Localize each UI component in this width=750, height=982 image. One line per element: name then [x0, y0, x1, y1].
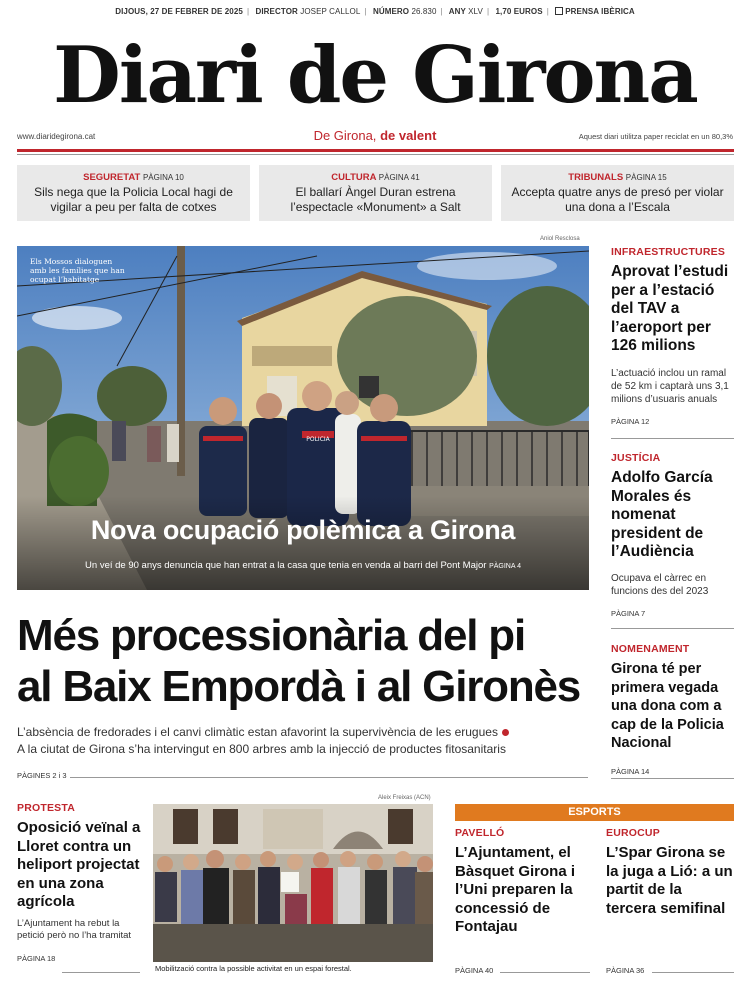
lead-photo-page: PÀGINA 4 [489, 563, 521, 570]
masthead-logo[interactable]: Diari de Girona [53, 30, 697, 121]
recycle-note: Aquest diari utilitza paper reciclat en un 80,3% [578, 132, 733, 141]
story-headline: L’Spar Girona se la juga a Lió: a un partit de la tercera semifinal [606, 844, 733, 917]
teaser-page: PÀGINA 10 [142, 173, 184, 182]
price: 1,70 EUROS [495, 7, 543, 16]
divider [611, 438, 734, 439]
crowd-photo [153, 804, 433, 962]
teaser-box[interactable] [17, 165, 250, 221]
main-headline[interactable] [17, 610, 597, 712]
main-subtitle [17, 724, 592, 758]
teaser-text: Accepta quatre anys de presó per violar una dona a l’Escala [511, 185, 724, 214]
year-label: ANY [448, 7, 466, 16]
lead-photo-title[interactable]: Nova ocupació polèmica a Girona [90, 515, 516, 545]
website-url[interactable]: www.diaridegirona.cat [17, 132, 96, 141]
story-page: PÀGINA 7 [611, 608, 646, 618]
photo-overlay-caption: Els Mossos dialoguen amb les famílies que han ocupat l’habitatge [30, 257, 125, 284]
teaser-box[interactable] [501, 165, 734, 221]
story-page: PÀGINA 18 [17, 953, 56, 963]
police-vest-text: POLICIA [306, 436, 330, 443]
issue-year: XLV [468, 7, 483, 16]
story-headline: L’Ajuntament, el Bàsquet Girona i l’Uni preparen la concessió de Fontajau [455, 844, 576, 935]
bottom-photo-credit: Aleix Freixas (ACN) [378, 795, 431, 801]
teaser-page: PÀGINA 15 [625, 173, 667, 182]
esports-story-pavello[interactable] [455, 827, 590, 937]
story-headline: Aprovat l’estudi per a l’estació del TAV a l’aeroport per 126 milions [611, 263, 729, 354]
right-story-nomenament[interactable] [611, 643, 736, 776]
lead-photo-credit: Aniol Resclosa [540, 236, 580, 242]
teaser-text: El ballarí Àngel Duran estrena l’espectacle «Monument» a Salt [290, 185, 461, 214]
right-story-justicia[interactable] [611, 452, 736, 618]
esports-story-eurocup[interactable] [606, 827, 736, 918]
story-page: PÀGINA 36 [606, 966, 645, 975]
story-page: PÀGINA 14 [611, 766, 650, 776]
story-section: INFRAESTRUCTURES [611, 246, 726, 258]
divider [70, 777, 588, 778]
masthead-grey-rule [17, 154, 734, 155]
director-name: JOSEP CALLOL [300, 7, 361, 16]
story-section: EUROCUP [606, 827, 660, 839]
protest-photo[interactable] [153, 804, 433, 962]
divider [611, 778, 734, 779]
publisher-group: PRENSA IBÈRICA [565, 7, 635, 16]
story-subtitle: L’actuació inclou un ramal de 52 km i captarà uns 3,1 milions d’usuaris anuals [611, 367, 729, 405]
story-headline: Oposició veïnal a Lloret contra un heliport projectat en una zona agrícola [17, 819, 141, 910]
main-sub-2: A la ciutat de Girona s’ha intervingut en 800 arbres amb la injecció de productes fitosanitaris [17, 742, 506, 756]
main-pages: PÀGINES 2 i 3 [17, 771, 67, 780]
slogan-bold: de valent [380, 128, 437, 143]
slogan-prefix: De Girona, [313, 128, 377, 143]
main-sub-1: L’absència de fredorades i el canvi climàtic estan afavorint la supervivència de les erugues [17, 725, 498, 739]
right-story-infraestructures[interactable] [611, 246, 736, 426]
teaser-section [501, 172, 734, 183]
story-section: NOMENAMENT [611, 643, 690, 655]
teaser-text: Sils nega que la Policia Local hagi de vigilar a peu per falta de cotxes [34, 185, 233, 214]
divider [500, 972, 590, 973]
issue-number: 26.830 [411, 7, 437, 16]
divider [652, 972, 734, 973]
lead-photo-subtitle [17, 560, 589, 571]
protesta-story[interactable] [17, 802, 145, 963]
story-section: PROTESTA [17, 802, 75, 814]
main-headline-line2: al Baix Empordà i al Gironès [17, 662, 581, 711]
lead-photo-subtitle-text: Un veí de 90 anys denuncia que han entrat a la casa que tenia en venda al barri del Pont Major [85, 560, 487, 571]
esports-section-bar[interactable]: ESPORTS [455, 804, 734, 821]
edition-date: DIJOUS, 27 DE FEBRER DE 2025 [115, 7, 243, 16]
teaser-box[interactable] [259, 165, 492, 221]
prensa-iberica-logo [555, 7, 563, 15]
bullet-dot-icon [502, 729, 509, 736]
story-subtitle: L’Ajuntament ha rebut la petició però no l’ha tramitat [17, 917, 132, 941]
story-page: PÀGINA 40 [455, 966, 494, 975]
main-headline-line1: Més processionària del pi [17, 611, 525, 660]
teaser-section [17, 172, 250, 183]
story-section: JUSTÍCIA [611, 452, 661, 464]
masthead-red-rule [17, 149, 734, 152]
edition-info-bar: DIJOUS, 27 DE FEBRER DE 2025 | DIRECTOR JOSEP CALLOL | NÚMERO 26.830 | ANY XLV | 1,70 EUROS | PRENSA IBÈRICA [115, 7, 635, 16]
teaser-section-label: SEGURETAT [83, 172, 141, 183]
teaser-section-label: CULTURA [331, 172, 377, 183]
teaser-page: PÀGINA 41 [378, 173, 420, 182]
story-subtitle: Ocupava el càrrec en funcions des del 2023 [611, 572, 709, 597]
number-label: NÚMERO [372, 7, 410, 16]
divider [611, 628, 734, 629]
divider [62, 972, 140, 973]
bottom-photo-caption: Mobilització contra la possible activitat en un espai forestal. [155, 964, 352, 973]
story-section: PAVELLÓ [455, 827, 505, 839]
teaser-section-label: TRIBUNALS [568, 172, 624, 183]
story-page: PÀGINA 12 [611, 416, 650, 426]
teaser-section [259, 172, 492, 183]
story-headline: Adolfo García Morales és nomenat president de l’Audiència [611, 469, 713, 560]
director-label: DIRECTOR [255, 7, 298, 16]
story-headline: Girona té per primera vegada una dona com a cap de la Policia Nacional [611, 661, 724, 751]
